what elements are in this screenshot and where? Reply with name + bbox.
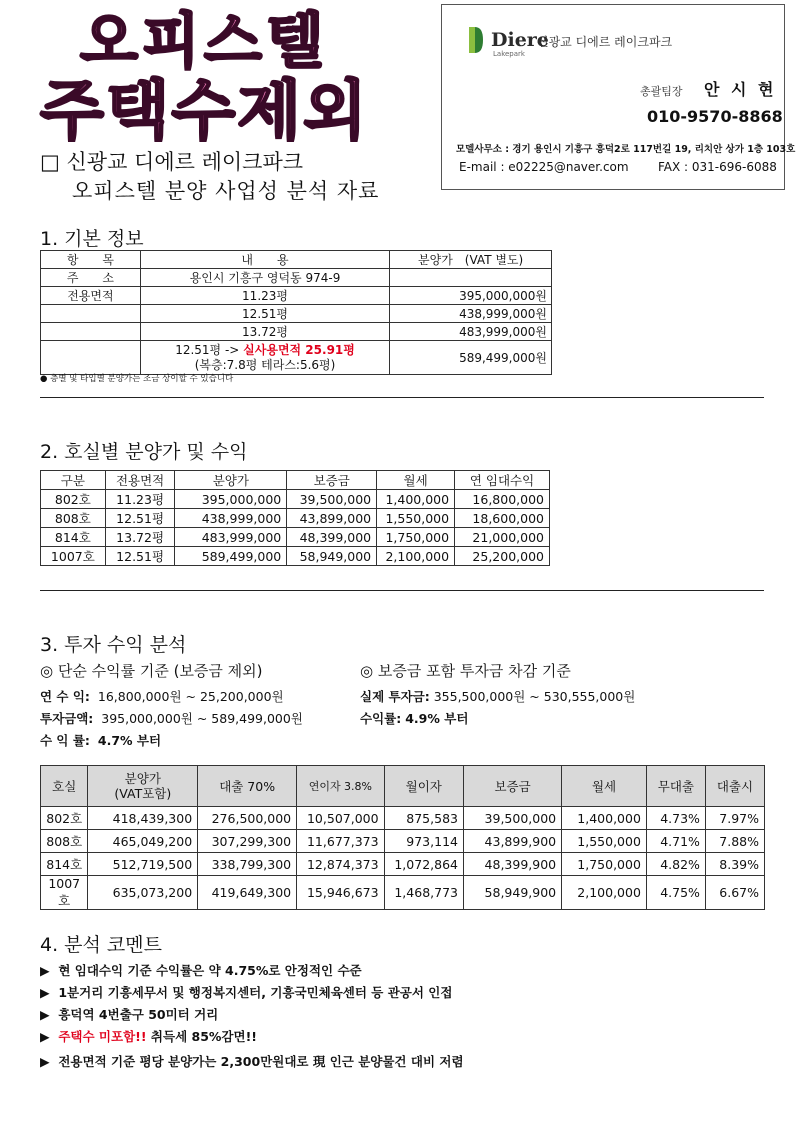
line-label: 수익률:: [360, 711, 402, 726]
table-cell: 802호: [41, 807, 88, 830]
line-label: 투자금액:: [40, 711, 94, 726]
header-cell: 대출시: [705, 766, 764, 807]
bullet-icon: ▶: [40, 985, 50, 1000]
header-cell: 보증금: [463, 766, 561, 807]
deposit-yield-line: [360, 709, 468, 727]
table-row: [41, 287, 552, 305]
empty-cell: [41, 341, 141, 375]
table-cell: 338,799,300: [198, 853, 297, 876]
line-value: 16,800,000원 ~ 25,200,000원: [97, 689, 284, 704]
table-cell: 11,677,373: [297, 830, 384, 853]
table-cell: 12.51평: [105, 547, 175, 566]
header-cell: 월세: [377, 471, 455, 490]
table-cell: 1,400,000: [562, 807, 647, 830]
comment-text: 취득세 85%감면!!: [146, 1029, 257, 1044]
comment-5: [40, 1052, 464, 1070]
price-value: 438,999,000원: [390, 305, 552, 323]
table-cell: 1,750,000: [562, 853, 647, 876]
annual-income-line: [40, 687, 284, 705]
doc-title-line2: 오피스텔 분양 사업성 분석 자료: [72, 179, 380, 203]
table-cell: 43,899,000: [287, 509, 377, 528]
table-row: [41, 876, 765, 910]
table-cell: 2,100,000: [377, 547, 455, 566]
address-value: 용인시 기흥구 영덕동 974-9: [140, 269, 389, 287]
yield-line: [40, 731, 161, 749]
table-cell: 808호: [41, 830, 88, 853]
table-row: [41, 341, 552, 375]
actual-investment-line: [360, 687, 635, 705]
table-cell: 1,072,864: [384, 853, 463, 876]
header-cell: 보증금: [287, 471, 377, 490]
table-header-row: [41, 766, 765, 807]
special-prefix: 12.51평 ->: [175, 342, 240, 357]
comment-text: 1분거리 기흥세무서 및 행정복지센터, 기흥국민체육센터 등 관공서 인접: [58, 985, 453, 1000]
header-cell: 대출 70%: [198, 766, 297, 807]
divider: [40, 590, 764, 591]
header-cell: 분양가: [175, 471, 287, 490]
table-cell: 1007호: [41, 876, 88, 910]
office-address: 모델사무소 : 경기 용인시 기흥구 흥덕2로 117번길 19, 리치안 상가 1층 103호: [456, 144, 796, 155]
header-item: 항 목: [41, 251, 141, 269]
table-cell: 418,439,300: [88, 807, 198, 830]
bullet-icon: ▶: [40, 1007, 50, 1022]
table-cell: 1,750,000: [377, 528, 455, 547]
table-cell: 10,507,000: [297, 807, 384, 830]
comment-3: [40, 1005, 218, 1023]
contact-name: 안 시 현: [704, 80, 777, 99]
table-cell: 512,719,500: [88, 853, 198, 876]
bullet-icon: ▶: [40, 1054, 50, 1069]
comment-1: [40, 961, 362, 979]
table-cell: 483,999,000: [175, 528, 287, 547]
table-cell: 15,946,673: [297, 876, 384, 910]
table-cell: 48,399,000: [287, 528, 377, 547]
contact-email: E-mail : e02225@naver.com: [459, 160, 629, 174]
brand-korean: 신광교 디에르 레이크파크: [537, 35, 673, 49]
header-cell: 전용면적: [105, 471, 175, 490]
section2-heading: 2. 호실별 분양가 및 수익: [40, 441, 248, 463]
area-value: 13.72평: [140, 323, 389, 341]
table-cell: 4.75%: [646, 876, 705, 910]
simple-yield-title: ◎ 단순 수익률 기준 (보증금 제외): [40, 662, 263, 680]
table-cell: 43,899,900: [463, 830, 561, 853]
empty-cell: [390, 269, 552, 287]
table-cell: 1,550,000: [377, 509, 455, 528]
investment-line: [40, 709, 303, 727]
headline-line2: 주택수제외: [40, 73, 369, 142]
special-detail: (복층:7.8평 테라스:5.6평): [194, 357, 336, 372]
address-label: 주 소: [41, 269, 141, 287]
comment-text: 흥덕역 4번출구 50미터 거리: [58, 1007, 219, 1022]
table-cell: 58,949,900: [463, 876, 561, 910]
table-cell: 635,073,200: [88, 876, 198, 910]
table-row: [41, 830, 765, 853]
table-cell: 589,499,000: [175, 547, 287, 566]
bullet-icon: ▶: [40, 963, 50, 978]
table-row: [41, 269, 552, 287]
area-value: 11.23평: [140, 287, 389, 305]
comment-2: [40, 983, 452, 1001]
table-cell: 438,999,000: [175, 509, 287, 528]
table-cell: 419,649,300: [198, 876, 297, 910]
brand-sub: Lakepark: [493, 50, 525, 58]
line-value: 4.7% 부터: [97, 733, 162, 748]
table-cell: 25,200,000: [455, 547, 550, 566]
table-cell: 395,000,000: [175, 490, 287, 509]
header-cell: 호실: [41, 766, 88, 807]
empty-cell: [41, 323, 141, 341]
table-row: [41, 807, 765, 830]
table-row: [41, 490, 550, 509]
table-cell: 973,114: [384, 830, 463, 853]
table-cell: 39,500,000: [463, 807, 561, 830]
table-header-row: [41, 471, 550, 490]
section4-heading: 4. 분석 코멘트: [40, 934, 162, 956]
section1-heading: 1. 기본 정보: [40, 228, 144, 250]
table-cell: 39,500,000: [287, 490, 377, 509]
contact-fax: FAX : 031-696-6088: [658, 160, 777, 174]
table-cell: 1,550,000: [562, 830, 647, 853]
header-cell: 월이자: [384, 766, 463, 807]
table-cell: 13.72평: [105, 528, 175, 547]
comment-text: 현 임대수익 기준 수익률은 약 4.75%로 안정적인 수준: [58, 963, 362, 978]
contact-phone: 010-9570-8868: [647, 107, 783, 126]
bullet-icon: ▶: [40, 1029, 50, 1044]
line-value: 4.9% 부터: [405, 711, 469, 726]
empty-cell: [41, 305, 141, 323]
deposit-yield-title: ◎ 보증금 포함 투자금 차감 기준: [360, 662, 571, 680]
table-cell: 48,399,900: [463, 853, 561, 876]
table-cell: 7.88%: [705, 830, 764, 853]
unit-price-table: [40, 470, 550, 566]
divider: [40, 397, 764, 398]
section3-heading: 3. 투자 수익 분석: [40, 634, 187, 656]
price-value: 395,000,000원: [390, 287, 552, 305]
brand-name: Diere: [491, 29, 549, 51]
table-cell: 875,583: [384, 807, 463, 830]
header-cell: 연이자 3.8%: [297, 766, 384, 807]
table-cell: 1,400,000: [377, 490, 455, 509]
table-row: [41, 323, 552, 341]
comment-4: [40, 1027, 257, 1045]
line-value: 395,000,000원 ~ 589,499,000원: [101, 711, 303, 726]
header-cell: 구분: [41, 471, 106, 490]
table-row: [41, 509, 550, 528]
table-cell: 8.39%: [705, 853, 764, 876]
basic-info-table: [40, 250, 552, 375]
line-label: 수 익 률:: [40, 733, 90, 748]
table-cell: 814호: [41, 528, 106, 547]
price-value: 483,999,000원: [390, 323, 552, 341]
table-cell: 808호: [41, 509, 106, 528]
table-cell: 4.82%: [646, 853, 705, 876]
header-cell: 월세: [562, 766, 647, 807]
table-cell: 12,874,373: [297, 853, 384, 876]
header-content: 내 용: [140, 251, 389, 269]
table-row: [41, 547, 550, 566]
table-cell: 465,049,200: [88, 830, 198, 853]
diere-logo-icon: [469, 27, 483, 53]
table-cell: 58,949,000: [287, 547, 377, 566]
line-value: 355,500,000원 ~ 530,555,000원: [433, 689, 636, 704]
header-price: 분양가 (VAT 별도): [390, 251, 552, 269]
table-cell: 6.67%: [705, 876, 764, 910]
table-row: [41, 305, 552, 323]
special-highlight: 실사용면적 25.91평: [243, 342, 355, 357]
table-cell: 4.73%: [646, 807, 705, 830]
contact-role: 총괄팀장: [640, 85, 683, 98]
table-cell: 4.71%: [646, 830, 705, 853]
table-cell: 307,299,300: [198, 830, 297, 853]
table-cell: 2,100,000: [562, 876, 647, 910]
special-area-cell: [140, 341, 389, 375]
table-cell: 16,800,000: [455, 490, 550, 509]
investment-analysis-table: [40, 765, 765, 910]
doc-title-line1: □ 신광교 디에르 레이크파크: [40, 150, 304, 174]
table-cell: 21,000,000: [455, 528, 550, 547]
business-card: [441, 4, 796, 190]
header-cell: 연 임대수익: [455, 471, 550, 490]
headline: [38, 6, 438, 142]
headline-line1: 오피스텔: [80, 7, 328, 77]
table-cell: 12.51평: [105, 509, 175, 528]
table-cell: 814호: [41, 853, 88, 876]
price-note: ● 층별 및 타입별 분양가는 조금 상이할 수 있습니다: [40, 374, 234, 384]
table-cell: 11.23평: [105, 490, 175, 509]
comment-text: 전용면적 기준 평당 분양가는 2,300만원대로 現 인근 분양물건 대비 저렴: [58, 1054, 464, 1069]
line-label: 연 수 익:: [40, 689, 90, 704]
table-header-row: [41, 251, 552, 269]
table-cell: 276,500,000: [198, 807, 297, 830]
area-label: 전용면적: [41, 287, 141, 305]
area-value: 12.51평: [140, 305, 389, 323]
table-row: [41, 853, 765, 876]
table-cell: 802호: [41, 490, 106, 509]
table-cell: 1,468,773: [384, 876, 463, 910]
table-row: [41, 528, 550, 547]
line-label: 실제 투자금:: [360, 689, 430, 704]
price-value: 589,499,000원: [390, 341, 552, 375]
comment-red-text: 주택수 미포함!!: [58, 1029, 147, 1044]
table-cell: 7.97%: [705, 807, 764, 830]
header-cell: 무대출: [646, 766, 705, 807]
table-cell: 18,600,000: [455, 509, 550, 528]
header-cell: 분양가 (VAT포함): [88, 766, 198, 807]
table-cell: 1007호: [41, 547, 106, 566]
